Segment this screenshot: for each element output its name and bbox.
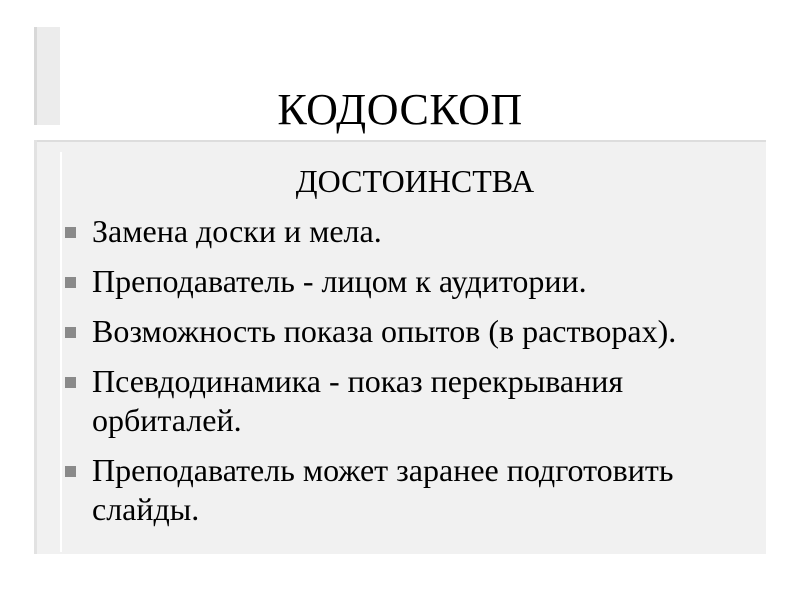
square-bullet-icon [65,277,76,288]
square-bullet-icon [65,466,76,477]
square-bullet-icon [65,327,76,338]
content-top-border [34,140,766,142]
list-item [60,262,760,301]
square-bullet-icon [65,227,76,238]
slide-title: КОДОСКОП [277,85,523,134]
list-item-text: Замена доски и мела. [92,213,382,249]
bullet-list [60,212,760,529]
list-item-text: Преподаватель может заранее подготовить слайды. [92,452,674,527]
list-item-text: Псевдодинамика - показ перекрывания орбиталей. [92,363,624,438]
content-left-border [34,140,37,554]
list-item [60,312,760,351]
content-body [60,160,760,540]
list-item [60,362,760,440]
square-bullet-icon [65,377,76,388]
list-item [60,451,760,529]
content-heading: ДОСТОИНСТВА [295,163,535,199]
list-item-text: Возможность показа опытов (в растворах). [92,313,677,349]
list-item-text: Преподаватель - лицом к аудитории. [92,263,587,299]
list-item [60,212,760,251]
